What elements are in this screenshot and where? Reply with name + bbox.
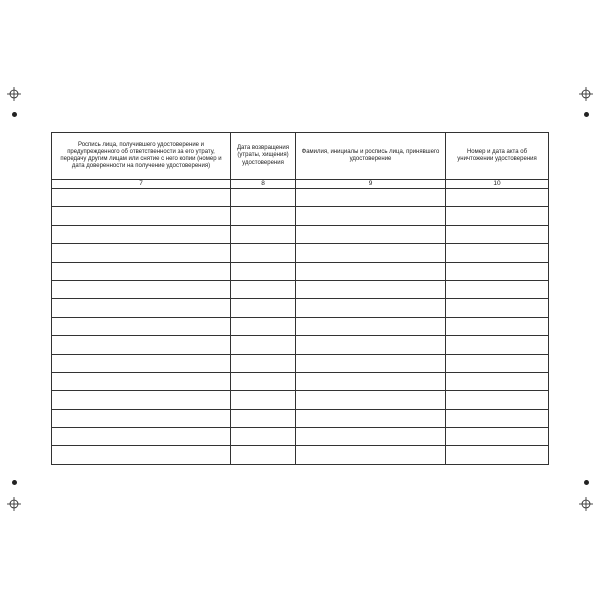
table-cell[interactable] [231,280,296,298]
registration-dot-icon [584,480,589,485]
table-cell[interactable] [231,207,296,225]
table-cell[interactable] [446,372,549,390]
table-cell[interactable] [446,428,549,446]
table-cell[interactable] [296,262,446,280]
ledger-table [51,132,549,465]
table-cell[interactable] [52,391,231,409]
table-row [52,280,549,298]
registration-crosshair-icon [579,87,593,101]
table-cell[interactable] [296,280,446,298]
column-number: 10 [446,180,549,189]
table-cell[interactable] [446,189,549,207]
registration-crosshair-icon [7,87,21,101]
table-row [52,336,549,354]
table-cell[interactable] [296,354,446,372]
table-cell[interactable] [446,207,549,225]
table-row [52,244,549,262]
column-number: 7 [52,180,231,189]
column-number: 9 [296,180,446,189]
table-cell[interactable] [446,354,549,372]
table-row [52,428,549,446]
table-cell[interactable] [231,446,296,464]
table-row [52,409,549,427]
table-cell[interactable] [231,391,296,409]
registration-dot-icon [584,112,589,117]
table-cell[interactable] [296,446,446,464]
registration-crosshair-icon [579,497,593,511]
table-cell[interactable] [446,391,549,409]
table-cell[interactable] [231,409,296,427]
table-cell[interactable] [52,225,231,243]
table-cell[interactable] [296,372,446,390]
header-row [52,133,549,180]
registration-dot-icon [12,480,17,485]
table-row [52,354,549,372]
table-row [52,372,549,390]
table-cell[interactable] [52,446,231,464]
table-cell[interactable] [296,336,446,354]
table-cell[interactable] [446,336,549,354]
table-cell[interactable] [52,409,231,427]
table-cell[interactable] [52,354,231,372]
table-cell[interactable] [231,354,296,372]
table-cell[interactable] [52,317,231,335]
table-cell[interactable] [52,372,231,390]
table-cell[interactable] [231,428,296,446]
ledger-body [52,189,549,465]
registration-crosshair-icon [7,497,21,511]
table-cell[interactable] [296,317,446,335]
table-cell[interactable] [52,262,231,280]
table-cell[interactable] [296,225,446,243]
table-row [52,446,549,464]
table-cell[interactable] [296,428,446,446]
table-cell[interactable] [446,317,549,335]
table-cell[interactable] [231,189,296,207]
table-cell[interactable] [52,207,231,225]
table-cell[interactable] [231,244,296,262]
column-header-destruction-act: Номер и дата акта об уничтожении удостоверения [446,133,549,180]
table-cell[interactable] [52,280,231,298]
table-cell[interactable] [231,262,296,280]
table-row [52,391,549,409]
table-cell[interactable] [296,189,446,207]
table-row [52,189,549,207]
table-row [52,299,549,317]
table-cell[interactable] [231,336,296,354]
table-cell[interactable] [52,428,231,446]
table-cell[interactable] [446,262,549,280]
table-cell[interactable] [231,225,296,243]
table-cell[interactable] [52,244,231,262]
table-row [52,225,549,243]
table-cell[interactable] [296,299,446,317]
column-number: 8 [231,180,296,189]
table-cell[interactable] [446,280,549,298]
registration-dot-icon [12,112,17,117]
table-cell[interactable] [446,225,549,243]
table-cell[interactable] [446,409,549,427]
table-cell[interactable] [231,299,296,317]
table-cell[interactable] [446,244,549,262]
table-row [52,207,549,225]
table-cell[interactable] [231,372,296,390]
table-cell[interactable] [52,336,231,354]
table-cell[interactable] [231,317,296,335]
table-cell[interactable] [296,391,446,409]
table-cell[interactable] [296,244,446,262]
column-number-row [52,180,549,189]
table-row [52,317,549,335]
table-cell[interactable] [296,207,446,225]
table-row [52,262,549,280]
table-cell[interactable] [446,446,549,464]
table-cell[interactable] [446,299,549,317]
table-cell[interactable] [52,189,231,207]
table-cell[interactable] [52,299,231,317]
column-header-signature: Роспись лица, получившего удостоверение и предупрежденного об ответственности за его утрату, передачу другим лицам или снятие с него копии (номер и дата доверенности на получение удостоверения) [52,133,231,180]
table-cell[interactable] [296,409,446,427]
column-header-receiver-name: Фамилия, инициалы и роспись лица, принявшего удостоверение [296,133,446,180]
column-header-return-date: Дата возвращения (утраты, хищения) удостоверения [231,133,296,180]
